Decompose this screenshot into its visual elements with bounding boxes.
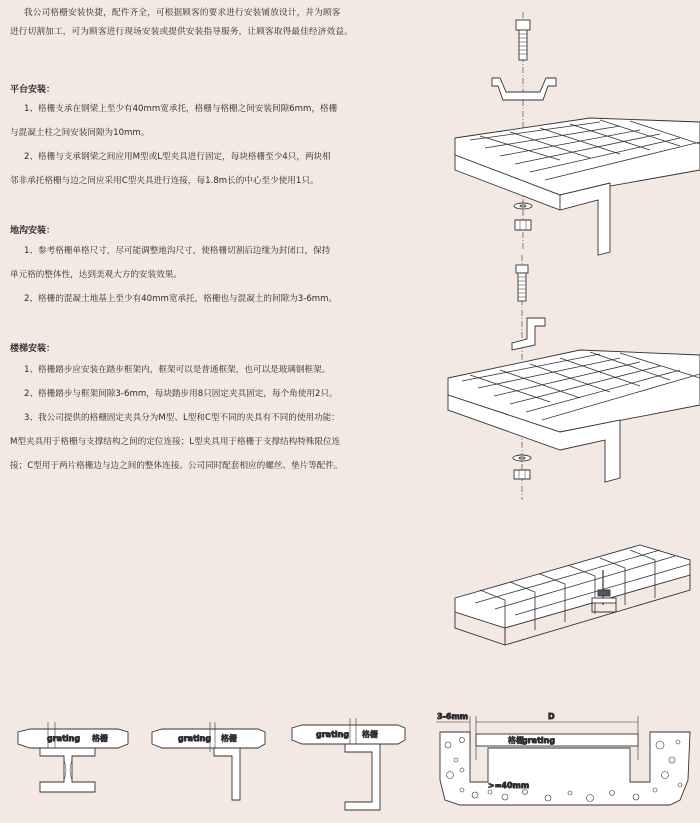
intro-line: 我公司格栅安装快捷，配件齐全，可根据顾客的要求进行安装铺放设计，并为顾客	[24, 8, 341, 18]
body-line: 1、格栅踏步应安装在踏步框架内，框架可以是普通框架，也可以是玻璃钢框架。	[24, 365, 331, 375]
body-line: 邻非承托格栅与边之间应采用C型夹具进行连接，每1.8m长的中心至少使用1只。	[10, 176, 319, 186]
nut-icon	[514, 470, 530, 479]
trench-grating-en: grating	[522, 736, 556, 745]
body-line: 接；C型用于两片格栅边与边之间的整体连接。公司同时配套相应的螺丝、垫片等配件。	[10, 461, 343, 471]
body-line: 单元格的整体性，达到美观大方的安装效果。	[10, 270, 182, 280]
ibeam-section-drawing	[18, 722, 128, 792]
trench-width-label: D	[548, 712, 555, 721]
angle-grating-en: grating	[178, 734, 212, 743]
body-line: 3、我公司提供的格栅固定夹具分为M型、L型和C型不同的夹具有不同的使用功能：	[24, 413, 340, 423]
body-line: 1、参考格栅单格尺寸，尽可能调整地沟尺寸，使格栅切割后边缘为封闭口，保持	[24, 246, 331, 256]
m-clip-icon	[492, 78, 556, 100]
angle-grating-cn: 格栅	[221, 734, 237, 743]
trench-gap-label: 3-6mm	[437, 712, 469, 721]
trench-grating-cn: 格栅	[508, 736, 524, 745]
trench-support-label: >=40mm	[488, 781, 530, 790]
intro-line: 进行切割加工，可为顾客进行现场安装或提供安装指导服务，让顾客取得最佳经济效益。	[10, 27, 353, 37]
washer-icon	[514, 203, 532, 209]
nut-icon	[515, 220, 531, 230]
ibeam-grating-en: grating	[47, 734, 81, 743]
bolt-icon	[516, 20, 530, 60]
channel-grating-cn: 格栅	[362, 730, 378, 739]
channel-grating-en: grating	[316, 730, 350, 739]
bolt-icon	[516, 265, 528, 301]
trench-section-drawing	[436, 716, 690, 805]
c-clip-drawing	[455, 545, 690, 645]
body-line: 2、格栅与支承钢梁之间应用M型或L型夹具进行固定，每块格栅至少4只，两块相	[24, 152, 331, 162]
l-clip-icon	[512, 318, 545, 350]
section-heading-stairs: 楼梯安装：	[10, 344, 56, 354]
body-line: 2、格栅踏步与框架间隙3-6mm，每块踏步用8只固定夹具固定，每个角使用2只。	[24, 389, 338, 399]
section-heading-trench: 地沟安装：	[10, 226, 56, 236]
platform-install-drawing	[455, 12, 700, 255]
stair-install-drawing	[448, 255, 700, 500]
washer-icon	[513, 455, 531, 461]
body-line: 1、格栅支承在钢梁上至少有40mm宽承托，格栅与格栅之间安装间隙6mm，格栅	[24, 104, 338, 114]
section-heading-platform: 平台安装：	[10, 85, 56, 95]
body-line: 2、格栅的混凝土地基上至少有40mm宽承托，格栅也与混凝土的间隙为3-6mm。	[24, 294, 338, 304]
body-line: M型夹具用于格栅与支撑结构之间的定位连接；L型夹具用于格栅于支撑结构特殊限位连	[10, 437, 341, 447]
ibeam-grating-cn: 格栅	[92, 734, 108, 743]
body-line: 与混凝土柱之间安装间隙为10mm。	[10, 128, 150, 138]
